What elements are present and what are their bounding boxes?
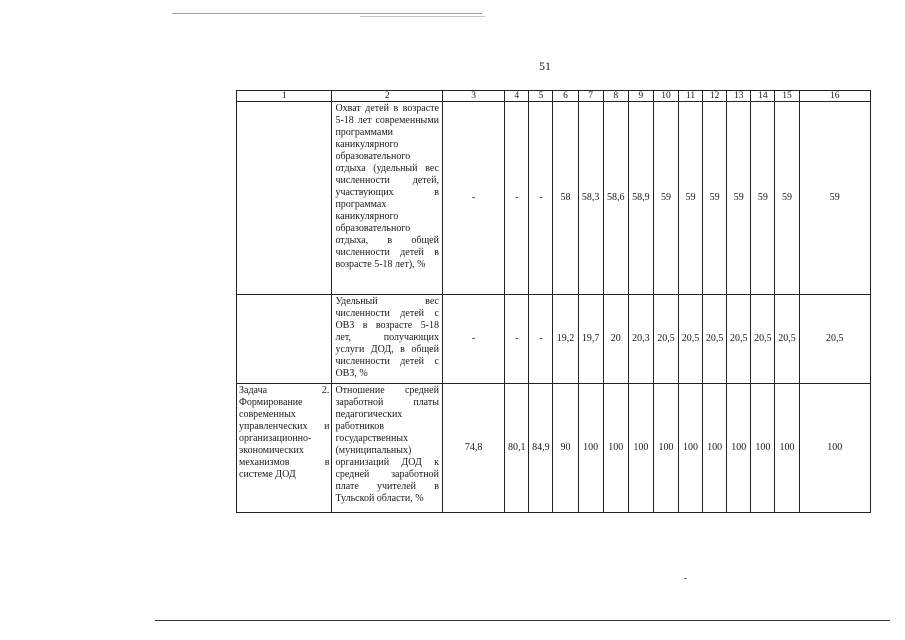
indicator-cell: Отношение средней заработной платы педагогических работников государственных (муниципальных) организаций ДОД к средней заработной плате учителей в Тульской области, % [332, 384, 443, 513]
column-header: 8 [603, 91, 628, 102]
value-cell: 59 [653, 102, 678, 295]
value-cell: 20,5 [775, 295, 799, 384]
column-header: 5 [529, 91, 553, 102]
value-cell: 59 [679, 102, 703, 295]
value-cell: 20,3 [628, 295, 653, 384]
value-cell: 58,3 [578, 102, 603, 295]
value-cell: 59 [751, 102, 775, 295]
value-cell: 59 [703, 102, 727, 295]
column-header: 15 [775, 91, 799, 102]
page-number: 51 [539, 59, 551, 73]
column-header: 13 [727, 91, 751, 102]
indicator-table [236, 90, 871, 513]
value-cell: 100 [775, 384, 799, 513]
column-header: 6 [553, 91, 578, 102]
indicator-cell: Охват детей в возрасте 5-18 лет современными программами каникулярного образовательного отдыха (удельный вес численности детей, участвующих в программах каникулярного образовательного отдыха, в общей численности детей в возрасте 5-18 лет), % [332, 102, 443, 295]
value-cell: - [529, 295, 553, 384]
task-cell [237, 102, 332, 295]
task-cell: Задача 2. Формирование современных управленческих и организационно-экономических механизмов в системе ДОД [237, 384, 332, 513]
value-cell: 59 [799, 102, 870, 295]
value-cell: 59 [727, 102, 751, 295]
scan-artifact-line [155, 620, 890, 621]
value-cell: 20,5 [799, 295, 870, 384]
value-cell: - [505, 102, 529, 295]
column-number-row [237, 91, 871, 102]
indicator-cell: Удельный вес численности детей с ОВЗ в возрасте 5-18 лет, получающих услуги ДОД, в общей численности детей с ОВЗ, % [332, 295, 443, 384]
value-cell: 100 [703, 384, 727, 513]
value-cell: 80,1 [505, 384, 529, 513]
value-cell: 58,6 [603, 102, 628, 295]
column-header: 2 [332, 91, 443, 102]
value-cell: 90 [553, 384, 578, 513]
value-cell: 20,5 [703, 295, 727, 384]
value-cell: 100 [751, 384, 775, 513]
value-cell: 100 [578, 384, 603, 513]
column-header: 10 [653, 91, 678, 102]
value-cell: 20,5 [727, 295, 751, 384]
column-header: 9 [628, 91, 653, 102]
value-cell: 100 [727, 384, 751, 513]
value-cell: 84,9 [529, 384, 553, 513]
value-cell: 100 [653, 384, 678, 513]
value-cell: 58 [553, 102, 578, 295]
table-row [237, 102, 871, 295]
column-header: 16 [799, 91, 870, 102]
value-cell: 100 [679, 384, 703, 513]
value-cell: - [442, 102, 504, 295]
column-header: 11 [679, 91, 703, 102]
value-cell: 100 [799, 384, 870, 513]
table-row [237, 295, 871, 384]
value-cell: 20,5 [751, 295, 775, 384]
value-cell: - [505, 295, 529, 384]
value-cell: 20,5 [679, 295, 703, 384]
value-cell: 100 [603, 384, 628, 513]
value-cell: 19,2 [553, 295, 578, 384]
scan-artifact-line [172, 13, 482, 14]
value-cell: 58,9 [628, 102, 653, 295]
value-cell: - [442, 295, 504, 384]
value-cell: 19,7 [578, 295, 603, 384]
value-cell: 74,8 [442, 384, 504, 513]
value-cell: - [529, 102, 553, 295]
task-cell [237, 295, 332, 384]
column-header: 1 [237, 91, 332, 102]
scan-artifact-speck [684, 578, 687, 579]
column-header: 12 [703, 91, 727, 102]
value-cell: 20,5 [653, 295, 678, 384]
table-row [237, 384, 871, 513]
column-header: 7 [578, 91, 603, 102]
value-cell: 100 [628, 384, 653, 513]
column-header: 4 [505, 91, 529, 102]
column-header: 3 [442, 91, 504, 102]
column-header: 14 [751, 91, 775, 102]
value-cell: 20 [603, 295, 628, 384]
value-cell: 59 [775, 102, 799, 295]
scan-artifact-line [360, 16, 485, 17]
